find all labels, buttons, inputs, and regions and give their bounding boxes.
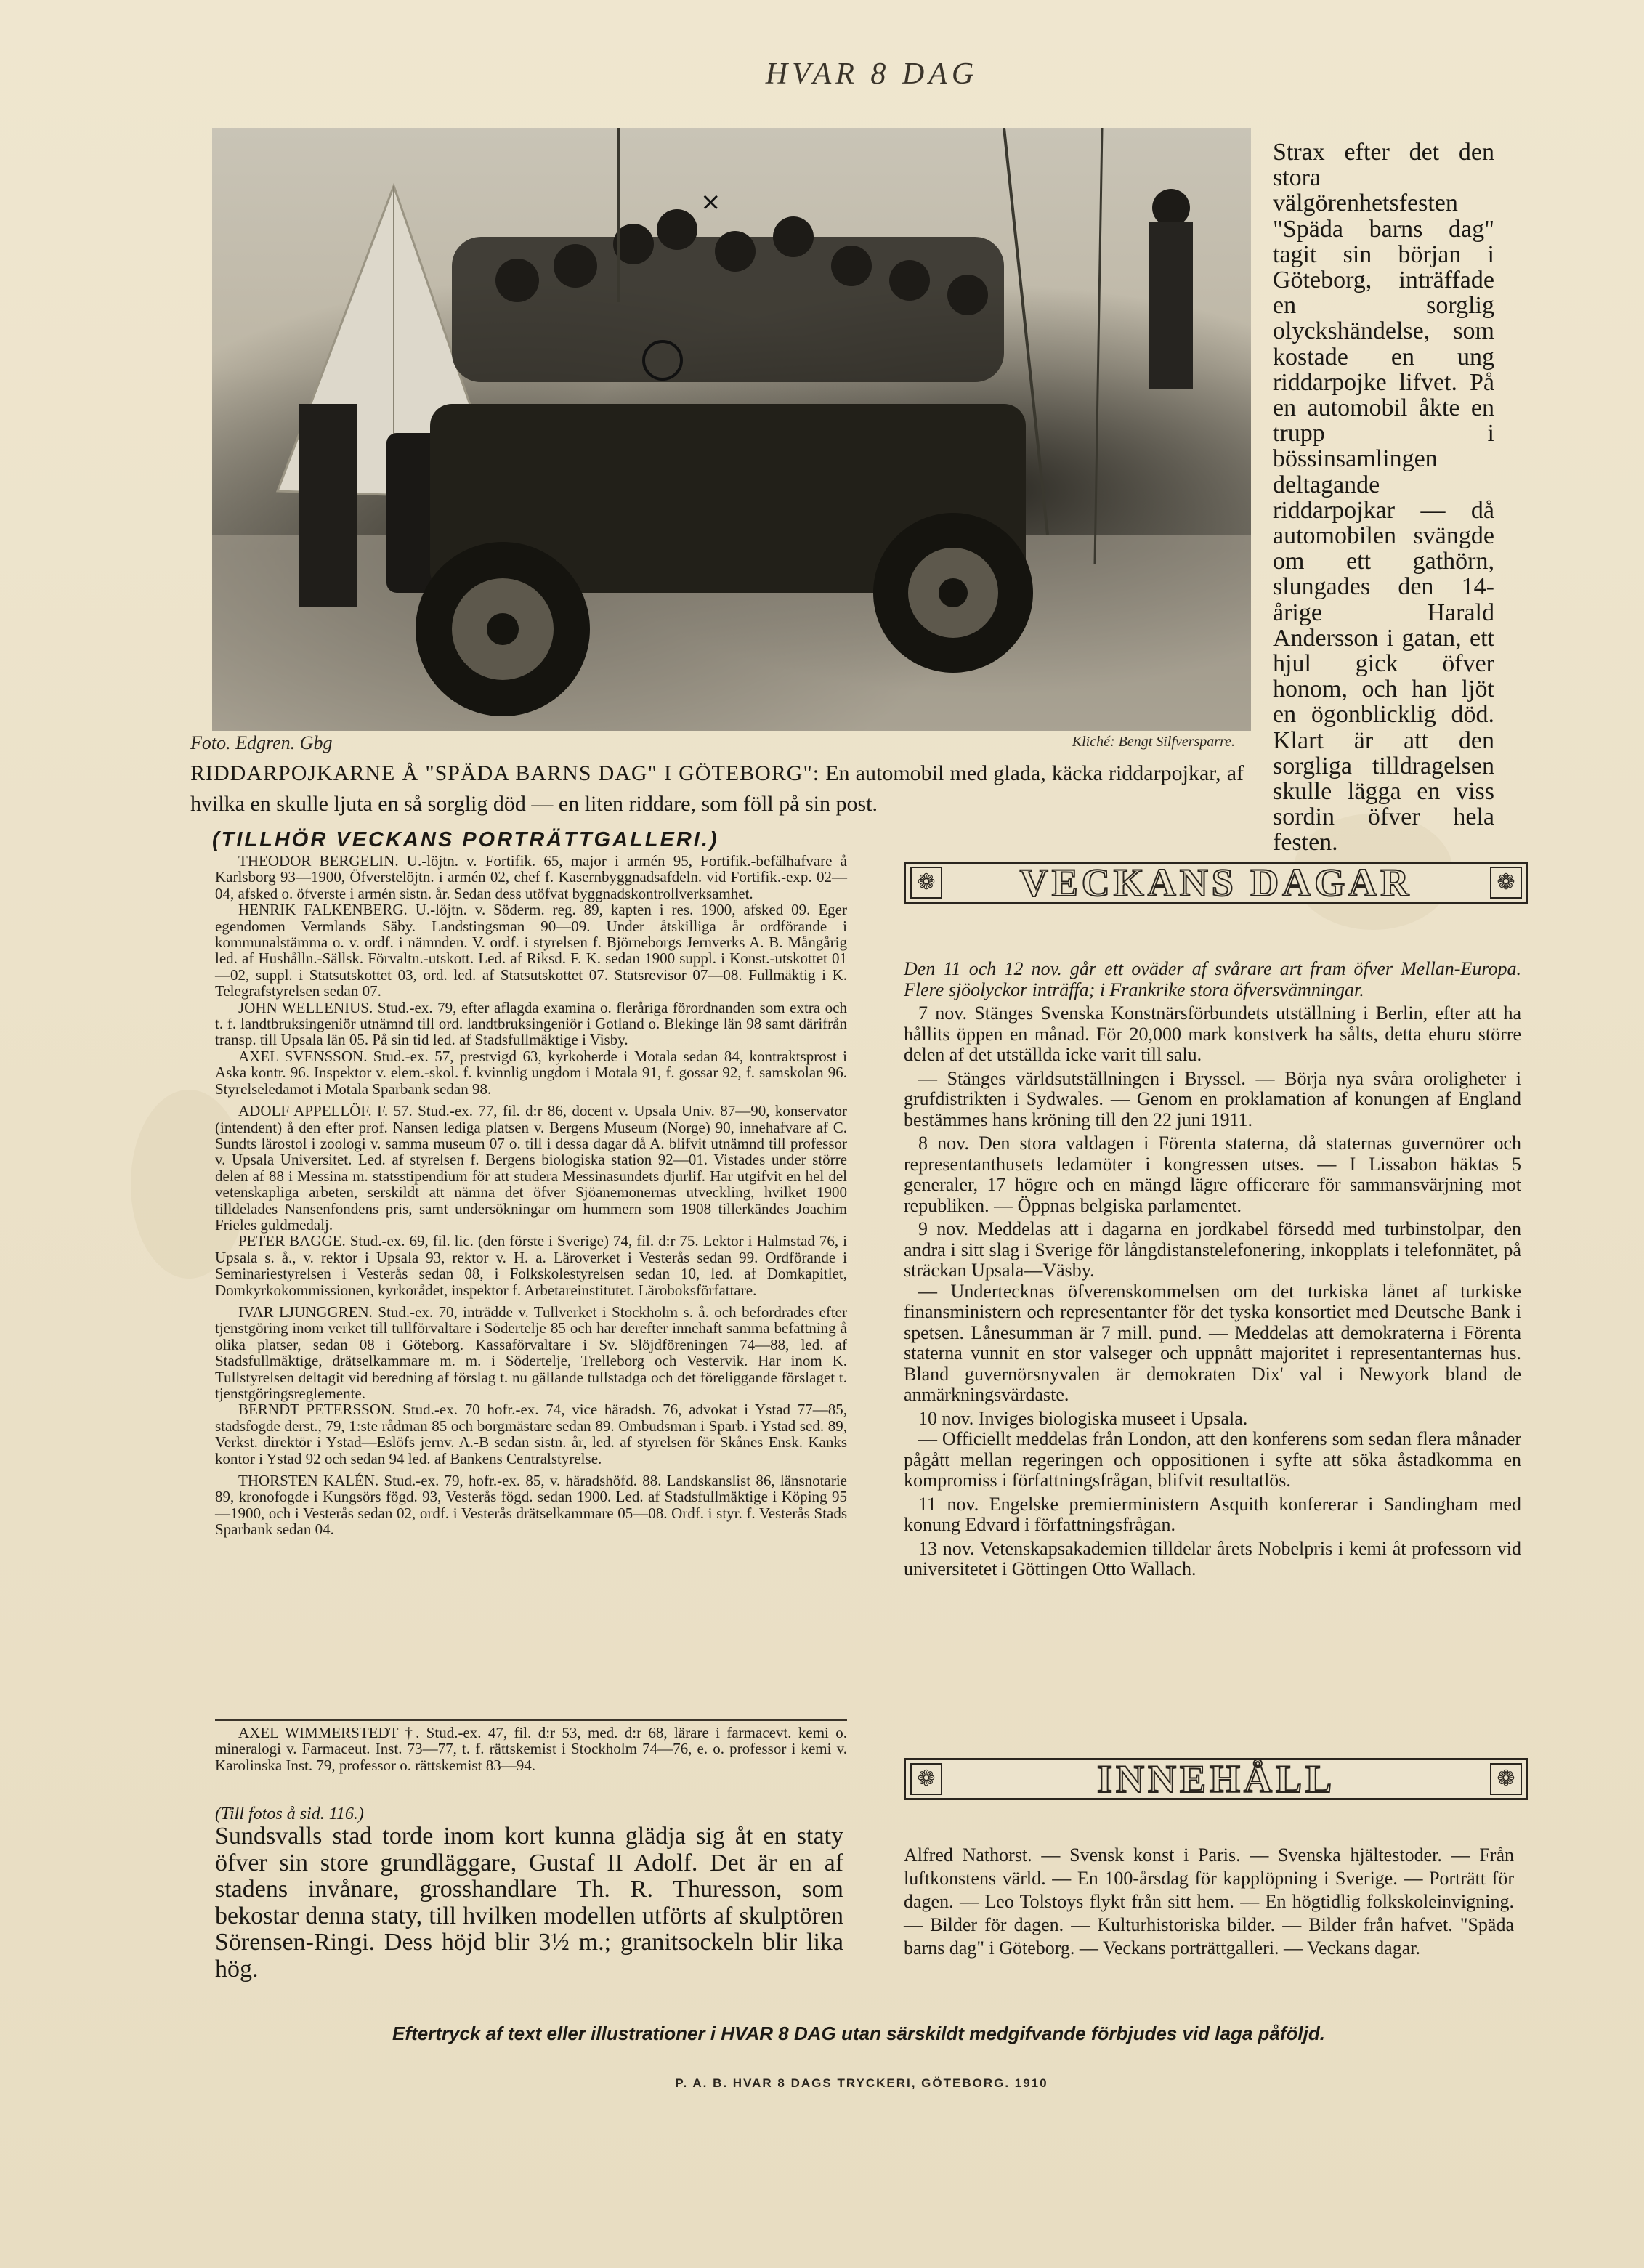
accident-article: Strax efter det den stora välgörenhetsfesten "Späda barns dag" tagit sin början i Göteborg, inträffade en sorglig olyckshändelse, som kostade en ung riddarpojke lifvet. På en automobil åkte en trupp i bössinsamlingen deltagande riddarpojkar — då automobilen svängde om ett gathörn, slungades den 14-årige Harald Andersson i gatan, ett hjul gick öfver honom, och han ljöt en ögonblicklig död. Klart är att den sorgliga tilldragelsen skulle lägga en viss sordin öfver hela festen. <box>1273 139 1494 856</box>
photo-reference: (Till fotos å sid. 116.) <box>215 1805 364 1823</box>
caption-text: En automobil med glada, käcka riddarpojkar, af hvilka en skulle ljuta en så sorglig död — en liten riddare, som föll på sin post. <box>190 761 1244 816</box>
news-item: — Officiellt meddelas från London, att den konferens som sedan flera månader pågått mellan regeringen och oppositionen i syfte att söka åstadkomma en kompromiss i författningsfrågan, blifvit resultatlös. <box>904 1428 1521 1491</box>
news-item: 7 nov. Stänges Svenska Konstnärsförbundets utställning i Berlin, efter att ha hållits öppen en månad. För 20,000 mark konstverk ha sålts, detta ehuru större delen af det utställda icke varit till salu. <box>904 1003 1521 1065</box>
photo-caption <box>190 758 1244 819</box>
ornament-icon: ❁ <box>910 867 942 899</box>
news-item: 9 nov. Meddelas att i dagarna en jordkabel försedd med turbinstolpar, den andra i sitt slag i Sverige för långdistanstelefonering, inkopplats i telefonnätet, på sträckan Upsala—Väsby. <box>904 1218 1521 1281</box>
innehall-title: INNEHÅLL <box>1096 1757 1336 1801</box>
photo-credit: Foto. Edgren. Gbg <box>190 732 333 753</box>
innehall-banner <box>904 1758 1528 1800</box>
news-item: — Undertecknas öfverenskommelsen om det turkiska lånet af turkiske finansministern och representanter för det tyska konsortiet med Deutsche Bank i spetsen. Lånesumman är 7 mill. pund. — Meddelas att demokraterna i Förenta staterna vunnit en stor valseger och uppnått majoritet i representanternas hus. Bland guvernörsnyvalen är demokraten Dix' val i Newyork bland de anmärkningsvärdaste. <box>904 1280 1521 1405</box>
veckans-dagar-title: VECKANS DAGAR <box>1019 861 1413 904</box>
table-of-contents: Alfred Nathorst. — Svensk konst i Paris. — Svenska hjältestoder. — Från luftkonstens värld. — En 100-årsdag för kapplöpning i Sverige. — Porträtt för dagen. — Leo Tolstoys flykt från sitt hem. — En högtidlig folkskoleinvigning. — Bilder för dagen. — Kulturhistoriska bilder. — Bilder från hafvet. "Späda barns dag" i Göteborg. — Veckans porträttgalleri. — Veckans dagar. <box>904 1844 1514 1959</box>
portrait-entry: ADOLF APPELLÖF. F. 57. Stud.-ex. 77, fil. d:r 86, docent v. Upsala Univ. 87—90, konservator (intendent) å den efter prof. Nansen lediga platsen v. Bergens Museum (Norge) 90, innehafvare af C. Sundts lärostol i zoologi v. samma museum 07 o. till i dessa dagar då A. blifvit utnämnd till professor v. Upsala Universitet. Led. af styrelsen f. Bergens biologiska station 92—01. Vistades under större delen af 88 i Messina m. statsstipendium för att studera Messinasundets djurlif. Har utgifvit en hel del vetenskapliga arbeten, serskildt att nämna det öfver Sjöanemonernas utveckling, hvilket 1900 tilldelades Nansenfondens pris, samt undersökningar om hummern som 1908 tillerkändes Joachim Frieles guldmedalj. <box>215 1102 847 1234</box>
veckans-dagar-banner <box>904 862 1528 904</box>
portrait-entry: PETER BAGGE. Stud.-ex. 69, fil. lic. (den förste i Sverige) 74, fil. d:r 75. Lektor i Halmstad 76, i Upsala s. å., v. rektor i Upsala 93, rektor v. H. a. Läroverket i Vesterås sedan 99. Ordförande i Seminariestyrelsen i Vesterås sedan 08, i Folkskolestyrelsen sedan 10, led. af Domkapitlet, Domkyrkokommissionen, kyrkorådet, inspektor f. Arbetareinstitutet. Läroboksförfattare. <box>215 1232 847 1299</box>
ornament-icon: ❁ <box>1490 867 1522 899</box>
news-item: Den 11 och 12 nov. går ett oväder af svårare art fram öfver Mellan-Europa. Flere sjöolyckor inträffa; i Frankrike stora öfversvämningar. <box>904 958 1521 1000</box>
portrait-entry: THEODOR BERGELIN. U.-löjtn. v. Fortifik. 65, major i armén 95, Fortifik.-befälhafvare å Karlsborg 93—1900, Öfverstelöjtn. i armén 02, chef f. Kasernbyggnadsafdeln. vid Fortifik.-exp. 02—04, afsked o. öfverste i armén sistn. år. Sedan dess utöfvat byggnadskontrollverksamhet. <box>215 852 847 902</box>
printer-line: P. A. B. HVAR 8 DAGS TRYCKERI, GÖTEBORG. 1910 <box>675 2076 1048 2090</box>
news-item: — Stänges världsutställningen i Bryssel. — Börja nya svåra oroligheter i grufdistrikten i Sydwales. — Genom en proklamation af konungen af England bestämmes hans kröning till den 22 juni 1911. <box>904 1067 1521 1130</box>
photo-mark: × <box>700 187 721 216</box>
automobile-photo <box>212 128 1251 731</box>
news-item: 11 nov. Engelske premierministern Asquith konfererar i Sandingham med konung Edvard i författningsfrågan. <box>904 1493 1521 1535</box>
portrait-entry: AXEL SVENSSON. Stud.-ex. 57, prestvigd 63, kyrkoherde i Motala sedan 84, kontraktsprost i Aska kontr. 96. Inspektor v. elem.-skol. f. kvinnlig ungdom i Motala 91, f. gossar 92, f. samskolan 96. Styrelseledamot i Motala Sparbank sedan 98. <box>215 1047 847 1098</box>
portrait-entry: BERNDT PETERSSON. Stud.-ex. 70 hofr.-ex. 74, vice häradsh. 76, advokat i Ystad 77—85, stadsfogde derst., 79, 1:ste rådman 85 och borgmästare sedan 89. Ombudsman i Sparb. i Ystad sed. 89, Verkst. direktör i Ystad—Eslöfs jernv. A.-B sedan sistn. år, led. af styrelsen för Skånes Ensk. Kanks kontor i Ystad 92 och sedan 94 led. af Bankens Centralstyrelse. <box>215 1401 847 1467</box>
cliche-credit: Kliché: Bengt Silfversparre. <box>1072 734 1235 750</box>
news-item: 13 nov. Vetenskapsakademien tilldelar årets Nobelpris i kemi åt professorn vid universitetet i Göttingen Otto Wallach. <box>904 1537 1521 1579</box>
news-item: 8 nov. Den stora valdagen i Förenta staterna, då staternas guvernörer och representanthusets ledamöter i kongressen utses. — I Lissabon häktas 5 generaler, 17 högre och en mängd lägre officerare för sammansvärjning mot republiken. — Öppnas belgiska parlamentet. <box>904 1133 1521 1216</box>
veckans-dagar-column <box>904 959 1521 1580</box>
portrait-gallery-last <box>215 1725 847 1773</box>
news-item: 10 nov. Inviges biologiska museet i Upsala. <box>918 1407 1248 1429</box>
portrait-entry: THORSTEN KALÉN. Stud.-ex. 79, hofr.-ex. 85, v. häradshöfd. 88. Landskanslist 86, länsnotarie 89, kronofogde i Kungsörs fögd. 93, Vesterås fögd. sedan 1900. Led. af Stadsfullmäktige i Köping 95—1900, och i Vesterås sedan 02, ordf. i Vesterås drätselkammare 05—08. Ordf. i styr. f. Vesterås Stads Sparbank sedan 04. <box>215 1472 847 1539</box>
portrait-gallery-title: (TILLHÖR VECKANS PORTRÄTTGALLERI.) <box>212 828 719 851</box>
gallery-divider <box>215 1719 847 1721</box>
portrait-entry: AXEL WIMMERSTEDT †. Stud.-ex. 47, fil. d:r 53, med. d:r 68, lärare i farmacevt. kemi o. mineralogi v. Farmaceut. Inst. 73—77, t. f. rättskemist i Stockholm 74—76, e. o. professor i kemi v. Karolinska Inst. 79, professor o. rättskemist 83—94. <box>215 1724 847 1774</box>
sundsvall-article: Sundsvalls stad torde inom kort kunna glädja sig åt en staty öfver sin store grundläggare, Gustaf II Adolf. Det är en af stadens invånare, grosshandlare Th. R. Thuresson, som bekostar denna staty, till hvilken modellen utförts af skulptören Sörensen-Ringi. Dess höjd blir 3½ m.; granitsockeln blir lika hög. <box>215 1823 843 1983</box>
portrait-gallery <box>215 853 847 1538</box>
portrait-entry: HENRIK FALKENBERG. U.-löjtn. v. Söderm. reg. 89, kapten i res. 1900, afsked 09. Eger egendomen Vermlands Säby. Landstingsman 90—09. Under åtskilliga år ordförande i kommunalstämma o. v. ordf. i nämnden. V. ordf. i styrelsen f. Björneborgs Jernverks A. B. Mångårig led. af Hushålln.-Sällsk. Förvaltn.-utskott. Led. af Riksd. F. K. sedan 1900 suppl. i Konst.-utskottet 01—02, suppl. i Statsutskottet 03, ord. led. af Statsutskottet 07. Statsrevisor 07—08. Fullmäktig i K. Telegrafstyrelsen sedan 07. <box>215 901 847 1000</box>
ornament-icon: ❁ <box>910 1763 942 1795</box>
photo-illustration <box>212 128 1251 731</box>
portrait-entry: JOHN WELLENIUS. Stud.-ex. 79, efter aflagda examina o. fleråriga förordnanden som extra och t. f. landtbruksingeniör utnämnd till ord. landtbruksingeniör i Gotland o. Blekinge län 98 samt därifrån transp. till Upsala län 05. På sin tid led. af Stadsfullmäktige i Visby. <box>215 998 847 1049</box>
ornament-icon: ❁ <box>1490 1763 1522 1795</box>
caption-lead: RIDDARPOJKARNE Å "SPÄDA BARNS DAG" I GÖTEBORG": <box>190 761 820 785</box>
portrait-entry: IVAR LJUNGGREN. Stud.-ex. 70, inträdde v. Tullverket i Stockholm s. å. och befordrades efter tjenstgöring inom verket till tullförvaltare i Södertelje 85 och har derefter innehaft samma befattning å olika platser, sedan 08 i Göteborg. Kassaförvaltare i Sv. Slöjdföreningen 74—88, led. af Stadsfullmäktige, drätselkammare m. m. i Södertelje, Trelleborg och Vestervik. Har inom K. Tullstyrelsen deltagit vid beredning af förslag t. nu gällande tullstadga och det föreliggande förslaget t. tjenstgöringsreglemente. <box>215 1303 847 1402</box>
page-header: HVAR 8 DAG <box>765 57 979 91</box>
copyright-notice: Eftertryck af text eller illustrationer i HVAR 8 DAG utan särskildt medgifvande förbjudes vid laga påföljd. <box>392 2022 1325 2044</box>
